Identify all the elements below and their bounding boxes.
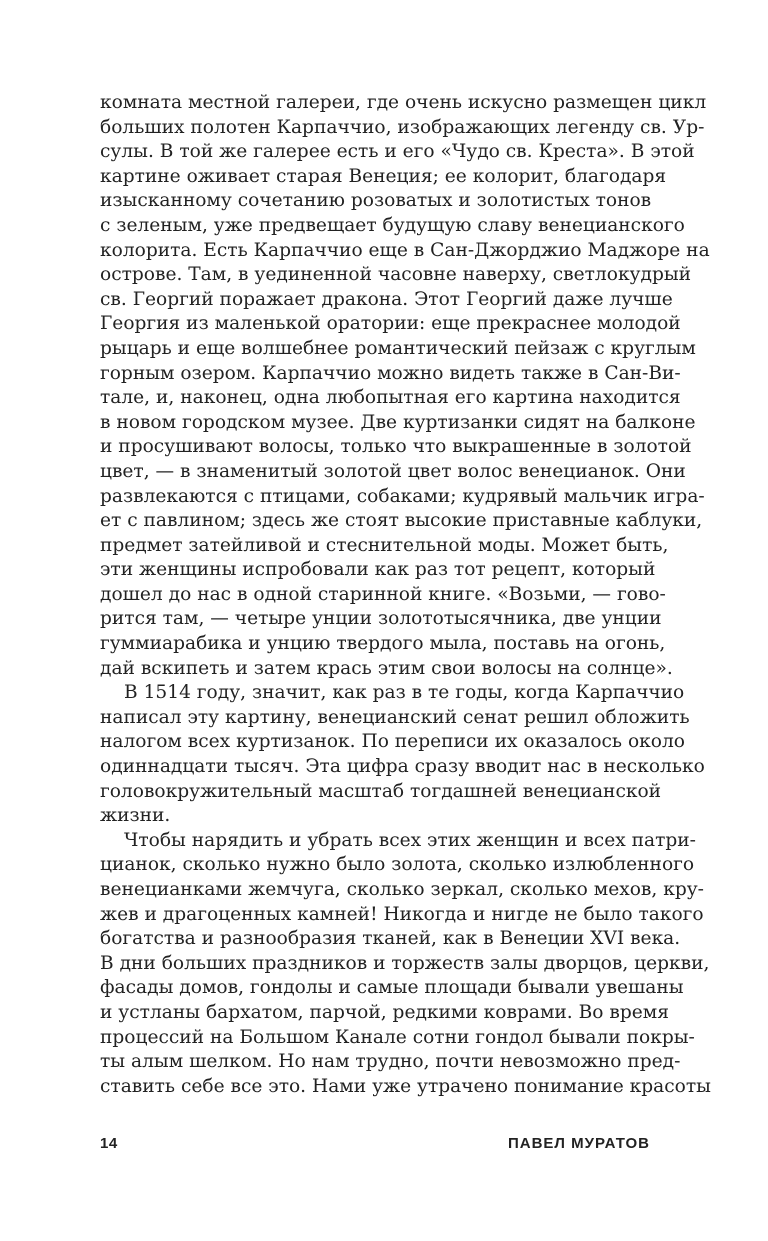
text-line: развлекаются с птицами, собаками; кудрявый мальчик игра- bbox=[100, 485, 705, 507]
text-line: головокружительный масштаб тогдашней венецианской bbox=[100, 780, 662, 802]
text-line: венецианками жемчуга, сколько зеркал, сколько мехов, кру- bbox=[100, 879, 704, 900]
paragraph-end-line: дай вскипеть и затем крась этим свои волосы на солнце». bbox=[100, 657, 673, 679]
text-line: сулы. В той же галерее есть и его «Чудо св. Креста». В этой bbox=[100, 141, 695, 163]
paragraph-end-line: жизни. bbox=[100, 805, 171, 827]
text-line: горным озером. Карпаччио можно видеть также в Сан-Ви- bbox=[100, 362, 681, 384]
text-line: эти женщины испробовали как раз тот рецепт, который bbox=[100, 559, 656, 581]
text-line: Георгия из маленькой оратории: еще прекраснее молодой bbox=[100, 313, 681, 335]
text-line: дошел до нас в одной старинной книге. «Возьми, — гово- bbox=[100, 583, 666, 605]
text-line: острове. Там, в уединенной часовне наверху, светлокудрый bbox=[100, 264, 692, 286]
text-line: одиннадцати тысяч. Эта цифра сразу вводит нас в несколько bbox=[100, 756, 705, 778]
running-author: ПАВЕЛ МУРАТОВ bbox=[507, 1135, 650, 1152]
text-line: предмет затейливой и стеснительной моды. Может быть, bbox=[100, 534, 669, 556]
text-line: св. Георгий поражает дракона. Этот Георгий даже лучше bbox=[100, 288, 673, 310]
text-line: картине оживает старая Венеция; ее колорит, благодаря bbox=[100, 165, 667, 187]
page-number: 14 bbox=[100, 1135, 118, 1152]
text-line: комната местной галереи, где очень искусно размещен цикл bbox=[100, 92, 707, 113]
text-line: цианок, сколько нужно было золота, сколько излюбленного bbox=[100, 854, 695, 876]
text-line: изысканному сочетанию розоватых и золотистых тонов bbox=[100, 190, 652, 212]
text-line: гуммиарабика и унцию твердого мыла, поставь на огонь, bbox=[100, 633, 666, 655]
text-line: колорита. Есть Карпаччио еще в Сан-Джорджио Маджоре на bbox=[100, 239, 710, 261]
text-line: с зеленым, уже предвещает будущую славу венецианского bbox=[100, 214, 685, 236]
text-line: цвет, — в знаменитый золотой цвет волос венецианок. Они bbox=[100, 460, 686, 482]
text-line: больших полотен Карпаччио, изображающих легенду св. Ур- bbox=[100, 116, 705, 138]
text-line: написал эту картину, венецианский сенат решил обложить bbox=[100, 706, 690, 728]
paragraph-start-line: В 1514 году, значит, как раз в те годы, когда Карпаччио bbox=[124, 682, 685, 704]
text-line: ставить себе все это. Нами уже утрачено понимание красоты bbox=[100, 1075, 711, 1097]
text-line: фасады домов, гондолы и самые площади бывали увешаны bbox=[100, 977, 684, 999]
text-line: в новом городском музее. Две куртизанки сидят на балконе bbox=[100, 411, 696, 433]
text-line: процессий на Большом Канале сотни гондол бывали покры- bbox=[100, 1026, 695, 1048]
text-line: В дни больших праздников и торжеств залы дворцов, церкви, bbox=[100, 952, 710, 974]
text-line: и просушивают волосы, только что выкрашенные в золотой bbox=[100, 436, 692, 458]
text-line: рится там, — четыре унции золототысячника, две унции bbox=[100, 608, 662, 630]
text-line: ет с павлином; здесь же стоят высокие приставные каблуки, bbox=[100, 510, 703, 532]
text-line: и устланы бархатом, парчой, редкими коврами. Во время bbox=[100, 1001, 669, 1023]
text-line: тале, и, наконец, одна любопытная его картина находится bbox=[100, 387, 681, 409]
paragraph-start-line: Чтобы нарядить и убрать всех этих женщин и всех патри- bbox=[124, 829, 696, 851]
text-line: ты алым шелком. Но нам трудно, почти невозможно пред- bbox=[100, 1051, 681, 1073]
text-line: жев и драгоценных камней! Никогда и нигде не было такого bbox=[100, 903, 704, 925]
text-line: рыцарь и еще волшебнее романтический пейзаж с круглым bbox=[100, 337, 696, 359]
text-line: налогом всех куртизанок. По переписи их оказалось около bbox=[100, 731, 685, 753]
text-line: богатства и разнообразия тканей, как в Венеции XVI века. bbox=[100, 928, 681, 950]
page-text bbox=[100, 91, 711, 1099]
